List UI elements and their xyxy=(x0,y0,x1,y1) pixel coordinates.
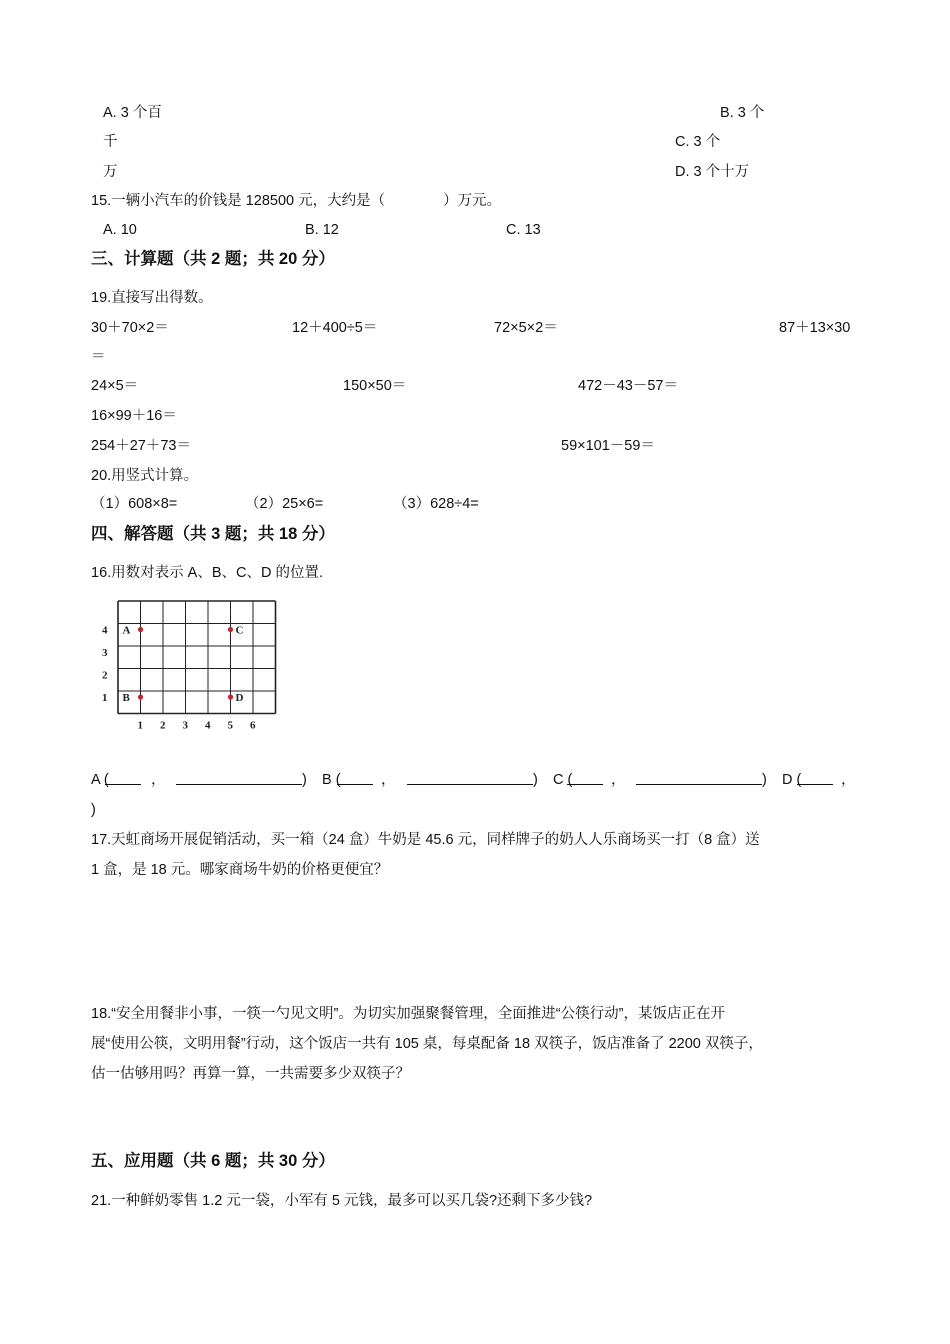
x-tick-label: 2 xyxy=(160,719,166,732)
q16-answer-a-open: A ( xyxy=(91,772,109,788)
q15-stem: 15.一辆小汽车的价钱是 128500 元，大约是（ ）万元。 xyxy=(91,193,502,209)
section4-heading: 四、解答题（共 3 题；共 18 分） xyxy=(91,525,335,543)
grid-point-label-a: A xyxy=(122,624,131,637)
q16-close: ) xyxy=(91,802,96,818)
x-tick-label: 4 xyxy=(205,719,211,732)
q20-stem: 20.用竖式计算。 xyxy=(91,468,199,484)
q16-answer-a-x-blank[interactable] xyxy=(105,770,141,785)
q15-option-a: A. 10 xyxy=(103,222,137,238)
q19-stem: 19.直接写出得数。 xyxy=(91,290,213,306)
coordinate-grid-svg xyxy=(96,596,286,736)
q14-option-d: D. 3 个十万 xyxy=(675,164,750,180)
q16-answer-c-open: C ( xyxy=(553,772,573,788)
q20-item: （3）628÷4= xyxy=(393,496,479,512)
x-tick-label: 3 xyxy=(182,719,188,732)
q17-line-1: 17.天虹商场开展促销活动，买一箱（24 盒）牛奶是 45.6 元，同样牌子的奶人人乐商场买一打（8 盒）送 xyxy=(91,832,760,848)
q16-answer-c-x-blank[interactable] xyxy=(567,770,603,785)
q14-option-b: B. 3 个 xyxy=(720,105,765,121)
grid-point-b xyxy=(138,694,143,699)
grid-point-label-c: C xyxy=(235,624,244,637)
q15-option-b: B. 12 xyxy=(305,222,339,238)
q16-close: ) xyxy=(762,772,767,788)
q16-comma: ， xyxy=(381,772,396,788)
q16-answer-b-x-blank[interactable] xyxy=(337,770,373,785)
q16-comma: ， xyxy=(841,772,856,788)
q21-stem: 21.一种鲜奶零售 1.2 元一袋，小军有 5 元钱，最多可以买几袋?还剩下多少钱? xyxy=(91,1193,593,1209)
q19-item: ＝ xyxy=(91,349,106,365)
q18-line-3: 估一估够用吗？再算一算，一共需要多少双筷子？ xyxy=(91,1066,410,1082)
x-tick-label: 1 xyxy=(137,719,143,732)
q20-item: （2）25×6= xyxy=(245,496,324,512)
q20-item: （1）608×8= xyxy=(91,496,178,512)
grid-point-label-d: D xyxy=(235,692,244,704)
q16-answer-a-y-blank[interactable] xyxy=(176,770,302,785)
x-tick-label: 5 xyxy=(227,719,233,732)
q16-stem: 16.用数对表示 A、B、C、D 的位置. xyxy=(91,565,324,581)
q19-item: 16×99＋16＝ xyxy=(91,408,177,424)
q19-item: 24×5＝ xyxy=(91,378,139,394)
section3-heading: 三、计算题（共 2 题；共 20 分） xyxy=(91,250,335,268)
q14-option-a: A. 3 个百 xyxy=(103,105,162,121)
y-tick-label: 4 xyxy=(102,624,108,637)
q16-answer-d-open: D ( xyxy=(782,772,802,788)
q19-item: 59×101－59＝ xyxy=(561,438,655,454)
q19-item: 30＋70×2＝ xyxy=(91,320,169,336)
q16-answer-d-x-blank[interactable] xyxy=(797,770,833,785)
q19-item: 72×5×2＝ xyxy=(494,320,558,336)
q19-item: 150×50＝ xyxy=(343,378,407,394)
y-tick-label: 1 xyxy=(102,692,108,704)
grid-point-a xyxy=(138,627,143,632)
q19-item: 87＋13×30 xyxy=(779,320,851,336)
q18-line-2: 展“使用公筷，文明用餐”行动，这个饭店一共有 105 桌，每桌配备 18 双筷子，饭店准备了 2200 双筷子， xyxy=(91,1036,763,1052)
grid-point-c xyxy=(228,627,233,632)
q19-item: 472－43－57＝ xyxy=(578,378,678,394)
q19-item: 254＋27＋73＝ xyxy=(91,438,191,454)
q16-comma: ， xyxy=(611,772,626,788)
x-tick-label: 6 xyxy=(250,719,256,732)
q16-answer-c-y-blank[interactable] xyxy=(636,770,762,785)
q17-line-2: 1 盒，是 18 元。哪家商场牛奶的价格更便宜？ xyxy=(91,862,389,878)
q14-option-a-continued-2: 万 xyxy=(103,164,118,180)
section5-heading: 五、应用题（共 6 题；共 30 分） xyxy=(91,1152,335,1170)
q16-comma: ， xyxy=(151,772,166,788)
q14-option-a-continued: 千 xyxy=(103,134,118,150)
q18-line-1: 18.“安全用餐非小事，一筷一勺见文明”。为切实加强聚餐管理，全面推进“公筷行动”，某饭店正在开 xyxy=(91,1006,725,1022)
grid-point-label-b: B xyxy=(122,692,130,704)
q16-close: ) xyxy=(302,772,307,788)
q16-answer-b-y-blank[interactable] xyxy=(407,770,533,785)
grid-point-d xyxy=(228,694,233,699)
y-tick-label: 3 xyxy=(102,647,108,659)
q16-close: ) xyxy=(533,772,538,788)
q14-option-c: C. 3 个 xyxy=(675,134,721,150)
q16-answer-b-open: B ( xyxy=(322,772,341,788)
y-tick-label: 2 xyxy=(102,669,108,682)
q15-option-c: C. 13 xyxy=(506,222,541,238)
q19-item: 12＋400÷5＝ xyxy=(292,320,378,336)
coordinate-grid xyxy=(96,596,286,736)
